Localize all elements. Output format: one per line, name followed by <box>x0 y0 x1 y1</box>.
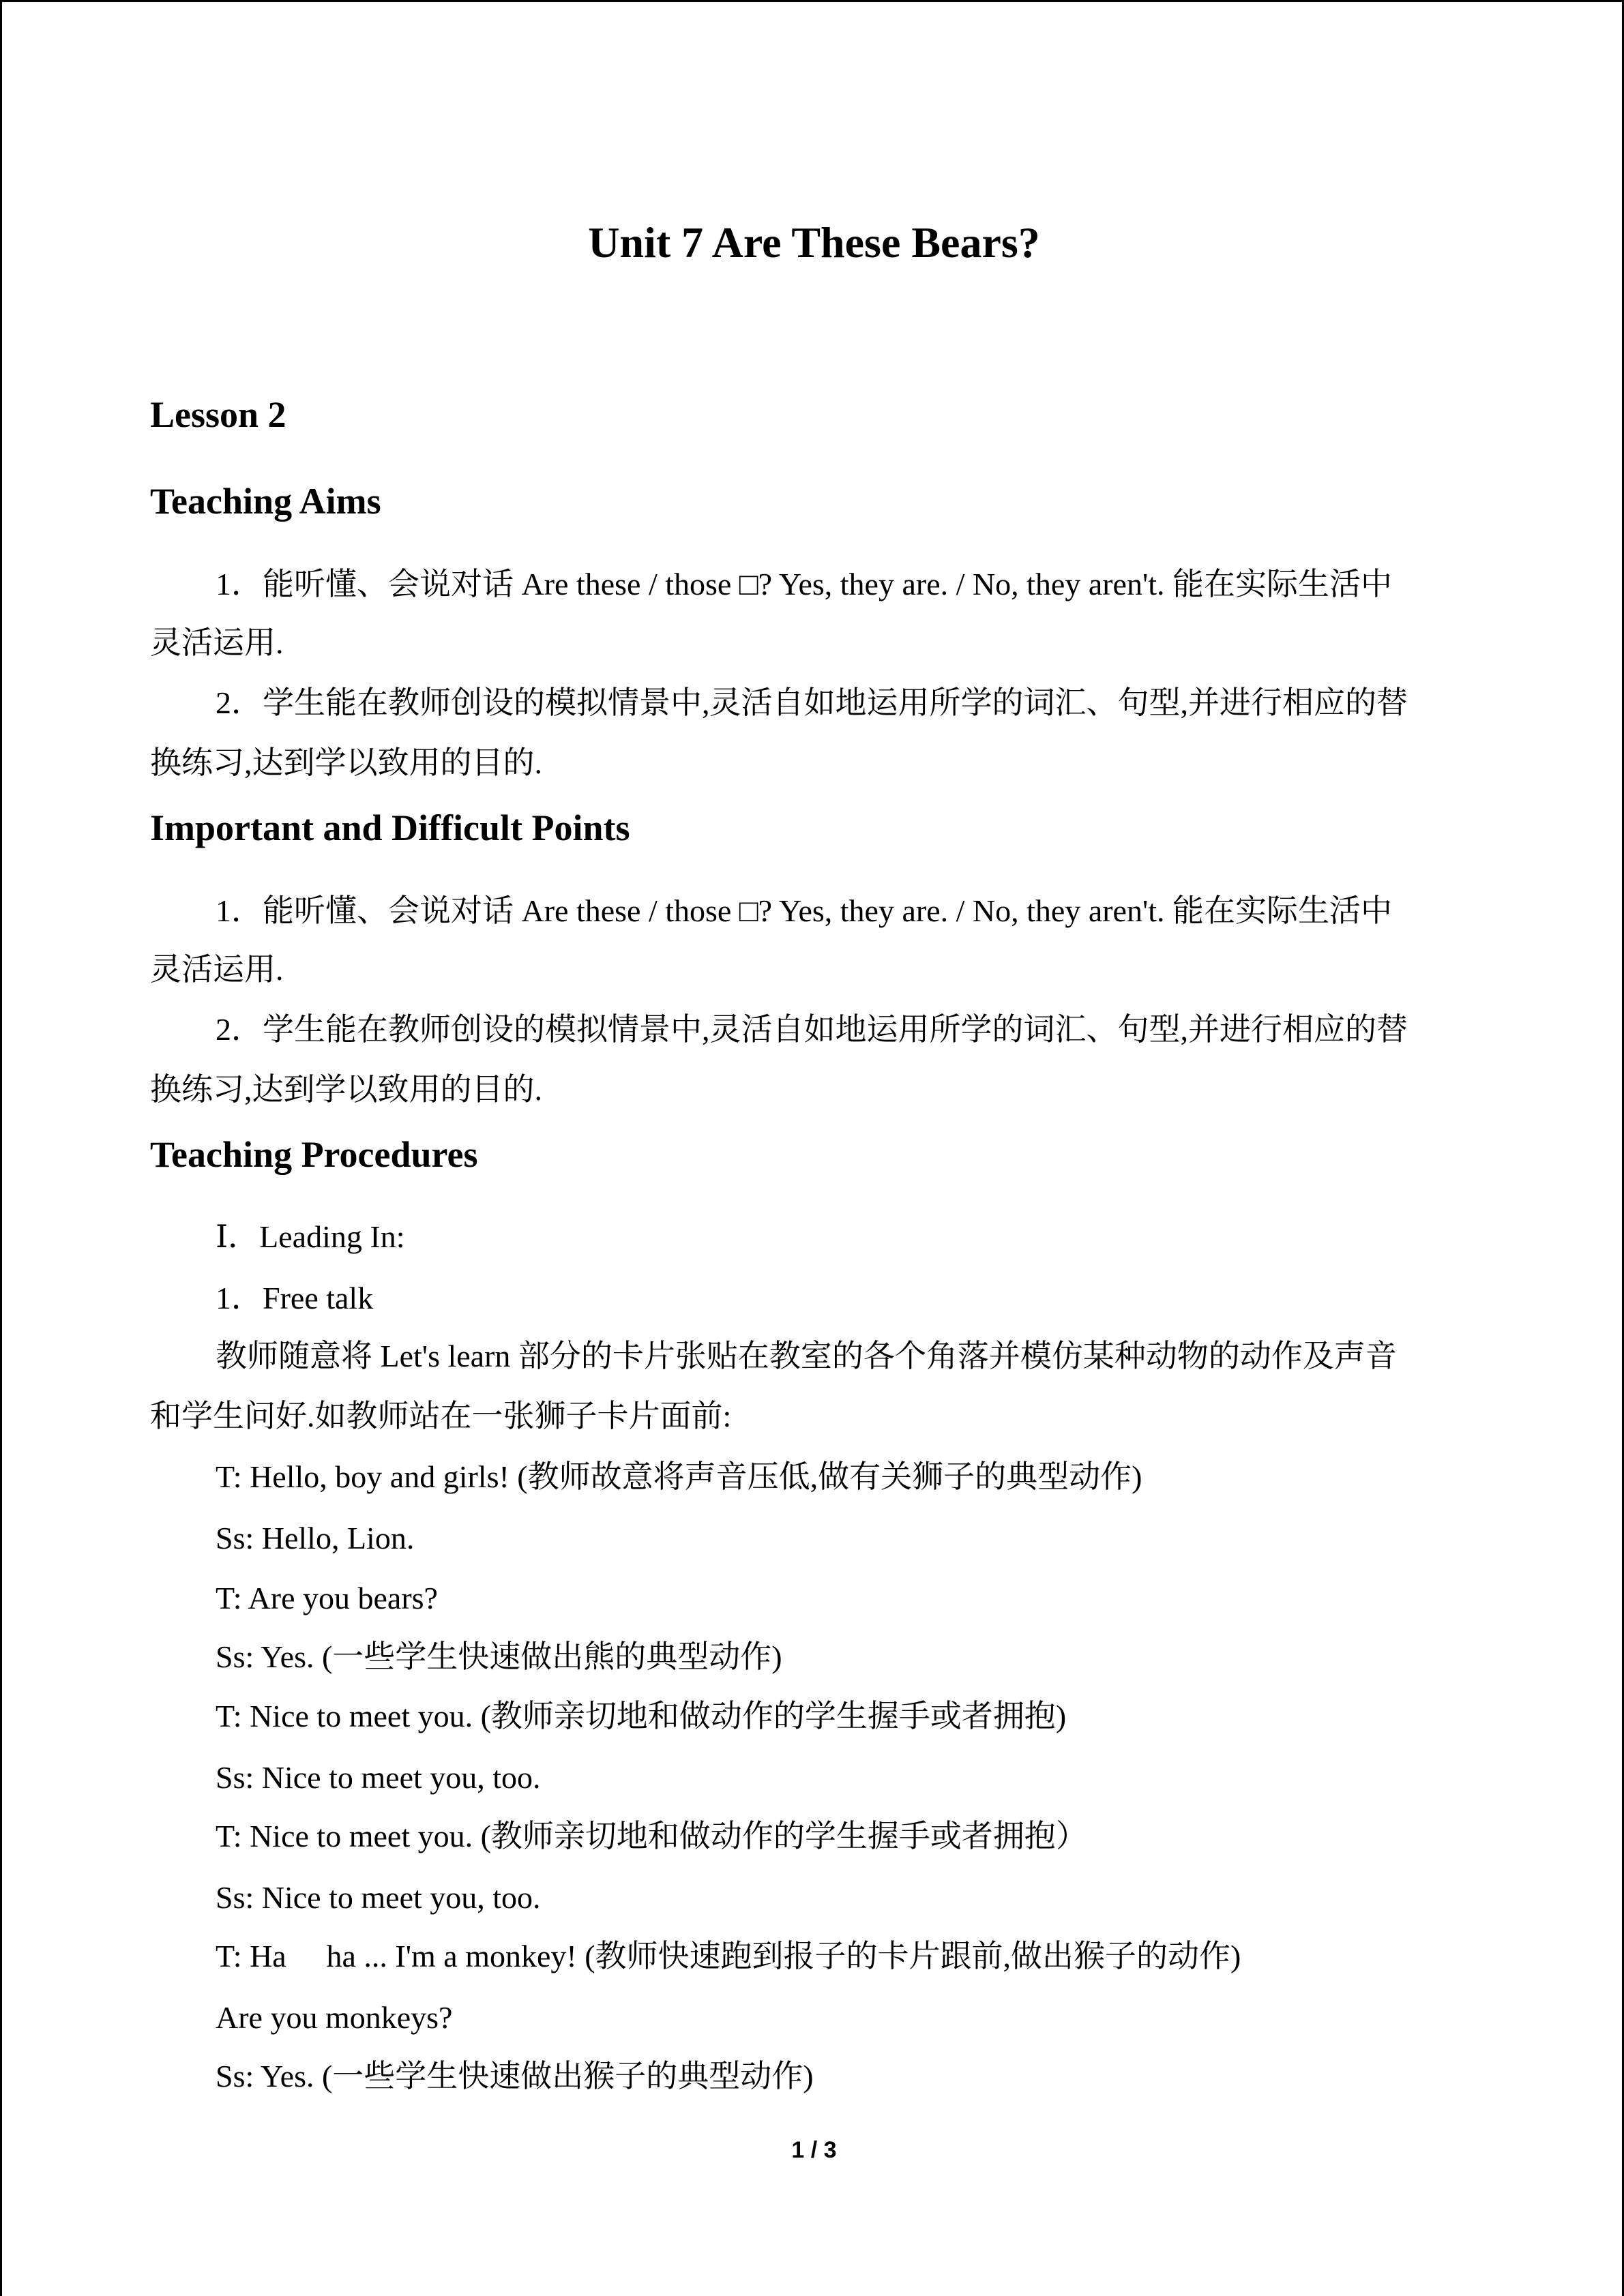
important-points-item-1-line-1: 1．能听懂、会说对话 Are these / those □? Yes, they are. / No, they aren't. 能在实际生活中 <box>216 893 1393 928</box>
important-points-item-2-line-2: 换练习,达到学以致用的目的. <box>150 1072 542 1107</box>
important-points-item-1-line-2: 灵活运用. <box>150 952 284 987</box>
lesson-heading: Lesson 2 <box>150 394 286 435</box>
document-title: Unit 7 Are These Bears? <box>588 218 1040 267</box>
dialogue-line: T: Ha   ha ... I'm a monkey! (教师快速跑到报子的卡片跟前,做出猴子的动作) <box>216 1939 1241 1973</box>
dialogue-line: T: Are you bears? <box>216 1581 438 1615</box>
teaching-aims-heading: Teaching Aims <box>150 481 381 522</box>
important-points-heading: Important and Difficult Points <box>150 807 630 848</box>
dialogue-line: Ss: Nice to meet you, too. <box>216 1760 541 1795</box>
teaching-aims-item-2-line-1: 2．学生能在教师创设的模拟情景中,灵活自如地运用所学的词汇、句型,并进行相应的替 <box>216 685 1408 720</box>
step-free-talk: 1．Free talk <box>216 1281 374 1315</box>
page-number: 1 / 3 <box>791 2137 837 2163</box>
teaching-procedures-heading: Teaching Procedures <box>150 1134 478 1175</box>
intro-line-1: 教师随意将 Let's learn 部分的卡片张贴在教室的各个角落并模仿某种动物的动作及声音 <box>216 1339 1397 1373</box>
dialogue-line: Ss: Yes. (一些学生快速做出熊的典型动作) <box>216 1639 782 1674</box>
dialogue-line: T: Nice to meet you. (教师亲切地和做动作的学生握手或者拥抱) <box>216 1699 1067 1733</box>
important-points-item-2-line-1: 2．学生能在教师创设的模拟情景中,灵活自如地运用所学的词汇、句型,并进行相应的替 <box>216 1012 1408 1047</box>
dialogue-line: T: Hello, boy and girls! (教师故意将声音压低,做有关狮子的典型动作) <box>216 1459 1142 1494</box>
intro-line-2: 和学生问好.如教师站在一张狮子卡片面前: <box>150 1399 732 1433</box>
teaching-aims-item-2-line-2: 换练习,达到学以致用的目的. <box>150 745 542 780</box>
teaching-aims-item-1-line-2: 灵活运用. <box>150 625 284 660</box>
dialogue-line: Ss: Nice to meet you, too. <box>216 1880 541 1915</box>
dialogue-line: Are you monkeys? <box>216 2000 453 2035</box>
dialogue-line: Ss: Yes. (一些学生快速做出猴子的典型动作) <box>216 2059 814 2093</box>
dialogue-line: Ss: Hello, Lion. <box>216 1521 415 1555</box>
dialogue-line: T: Nice to meet you. (教师亲切地和做动作的学生握手或者拥抱） <box>216 1819 1087 1853</box>
teaching-aims-item-1-line-1: 1．能听懂、会说对话 Are these / those □? Yes, they are. / No, they aren't. 能在实际生活中 <box>216 567 1393 601</box>
section-leading-in: Ⅰ．Leading In: <box>216 1219 405 1254</box>
